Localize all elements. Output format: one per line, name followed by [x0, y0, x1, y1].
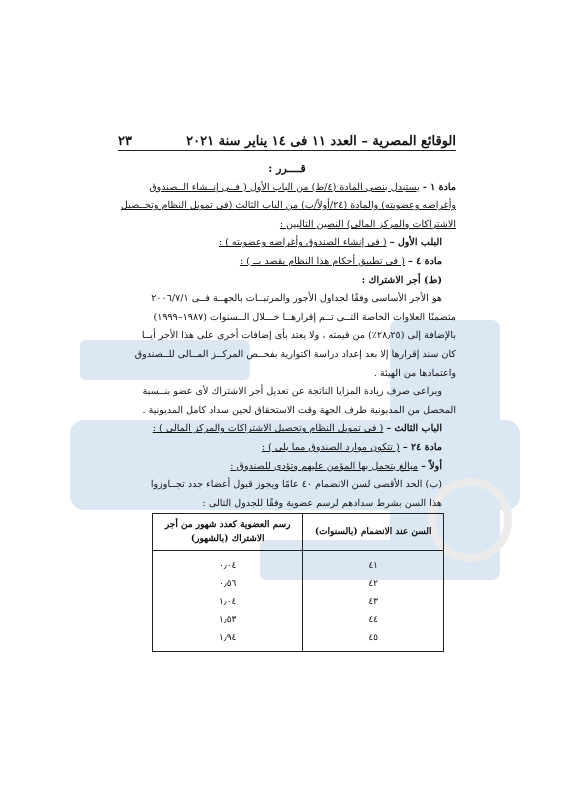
age-cell: ٤٢	[303, 575, 444, 593]
header-divider	[118, 150, 456, 151]
age-column-header: السن عند الانضمام (بالسنوات)	[303, 514, 444, 551]
age-cell: ٤٣	[303, 593, 444, 611]
table-row	[153, 629, 444, 652]
article-4	[118, 253, 456, 272]
article-1-label: مادة ١ -	[422, 181, 456, 193]
chapter-3	[118, 420, 456, 439]
fee-cell: ٠٫٥٦	[153, 575, 303, 593]
header-title: الوقائع المصرية – العدد ١١ فى ١٤ يناير سنة ٢٠٢١	[186, 134, 456, 149]
chapter-1-text: ( فى إنشاء الصندوق وأغراضه وعضويته ) :	[218, 237, 387, 249]
first-item	[118, 458, 456, 477]
table-row	[153, 593, 444, 611]
table-header-row	[153, 514, 444, 551]
fee-cell: ٠٫٠٤	[153, 551, 303, 576]
article-24-label: مادة ٢٤ –	[402, 441, 442, 453]
paragraph-1-line-5: واعتمادها من الهيئة .	[373, 367, 456, 379]
article-1	[118, 179, 456, 198]
paragraph-1-line-2: متضمنًا العلاوات الخاصة التــى تــم إقرارهــا خـــلال الــسنوات (١٩٨٧–١٩٩٩)	[153, 311, 456, 323]
article-4-label: مادة ٤ –	[408, 255, 442, 267]
age-cell: ٤١	[303, 551, 444, 576]
paragraph-2-line-2: المحصل من المديونية طرف الجهة وقت الاستحقاق لحين سداد كامل المديونية .	[142, 404, 456, 416]
first-item-text: مبالغ يتحمل بها المؤمن عليهم وتؤدى للصندوق :	[230, 460, 419, 472]
paragraph-1-line-4: كان سند إقرارها إلا بعد إعداد دراسة اكتوارية بفحــص المركــز المــالى للــصندوق	[134, 348, 456, 360]
table-row	[153, 551, 444, 576]
document-body	[118, 160, 456, 652]
age-cell: ٤٤	[303, 611, 444, 629]
fee-cell: ١٫٠٤	[153, 593, 303, 611]
article-24	[118, 439, 456, 458]
decision-heading: قــــرر :	[268, 162, 306, 175]
article-1-line-2: وأغراضه وعضويته) والمادة (٢٤/أولاً/ب) من الباب الثالث (فى تمويل النظام وتحــصيل	[120, 200, 456, 212]
membership-fee-table	[152, 513, 444, 652]
fee-column-header: رسم العضوية كعدد شهور من أجر الاشتراك (بالشهور)	[153, 514, 303, 551]
paragraph-1-line-1: هو الأجر الأساسى وفقًا لجداول الأجور والمرتبــات بالجهــة فــى ٢٠٠٦/٧/١	[151, 293, 442, 305]
chapter-1-label: البلب الأول –	[389, 237, 442, 249]
item-t-heading: (ط) أجر الاشتراك :	[361, 274, 442, 286]
page-number: ٢٣	[118, 134, 132, 149]
item-b-line-1: (ب) الحد الأقصى لسن الانضمام ٤٠ عامًا ويجوز قبول أعضاء جدد تجــاوزوا	[150, 479, 442, 491]
age-cell: ٤٥	[303, 629, 444, 652]
fee-cell: ١٫٥٣	[153, 611, 303, 629]
first-item-label: أولاً –	[421, 460, 442, 472]
chapter-3-text: ( فى تمويل النظام وتحصيل الاشتراكات والمركز المالى ) :	[152, 423, 384, 435]
article-1-line-3: الاشتراكات والمركز المالى) النصين التاليين :	[279, 218, 456, 230]
table-row	[153, 575, 444, 593]
paragraph-2-line-1: ويراعى صرف زيادة المزايا الناتجة عن تعديل أجر الاشتراك لأى عضو بنــسبة	[142, 386, 442, 398]
article-4-text: ( فى تطبيق أحكام هذا النظام يقصد بــ ) :	[239, 255, 405, 267]
page-header	[118, 123, 456, 149]
article-1-line-1: يستبدل بنصى المادة (٤/ط) من الباب الأول ( فــى إنــشاء الــصندوق	[149, 181, 420, 193]
chapter-1	[118, 234, 456, 253]
article-24-text: ( تتكون موارد الصندوق مما يلى ) :	[261, 441, 400, 453]
item-b-line-2: هذا السن بشرط سدادهم لرسم عضوية وفقًا للجدول التالى :	[202, 497, 442, 509]
fee-cell: ١٫٩٤	[153, 629, 303, 652]
chapter-3-label: الباب الثالث –	[386, 423, 442, 435]
paragraph-1-line-3: بالإضافة إلى (٢٨٫٢٥٪) من قيمته ، ولا يعتد بأى إضافات أخرى على هذا الأجر أيــا	[141, 330, 456, 342]
table-row	[153, 611, 444, 629]
